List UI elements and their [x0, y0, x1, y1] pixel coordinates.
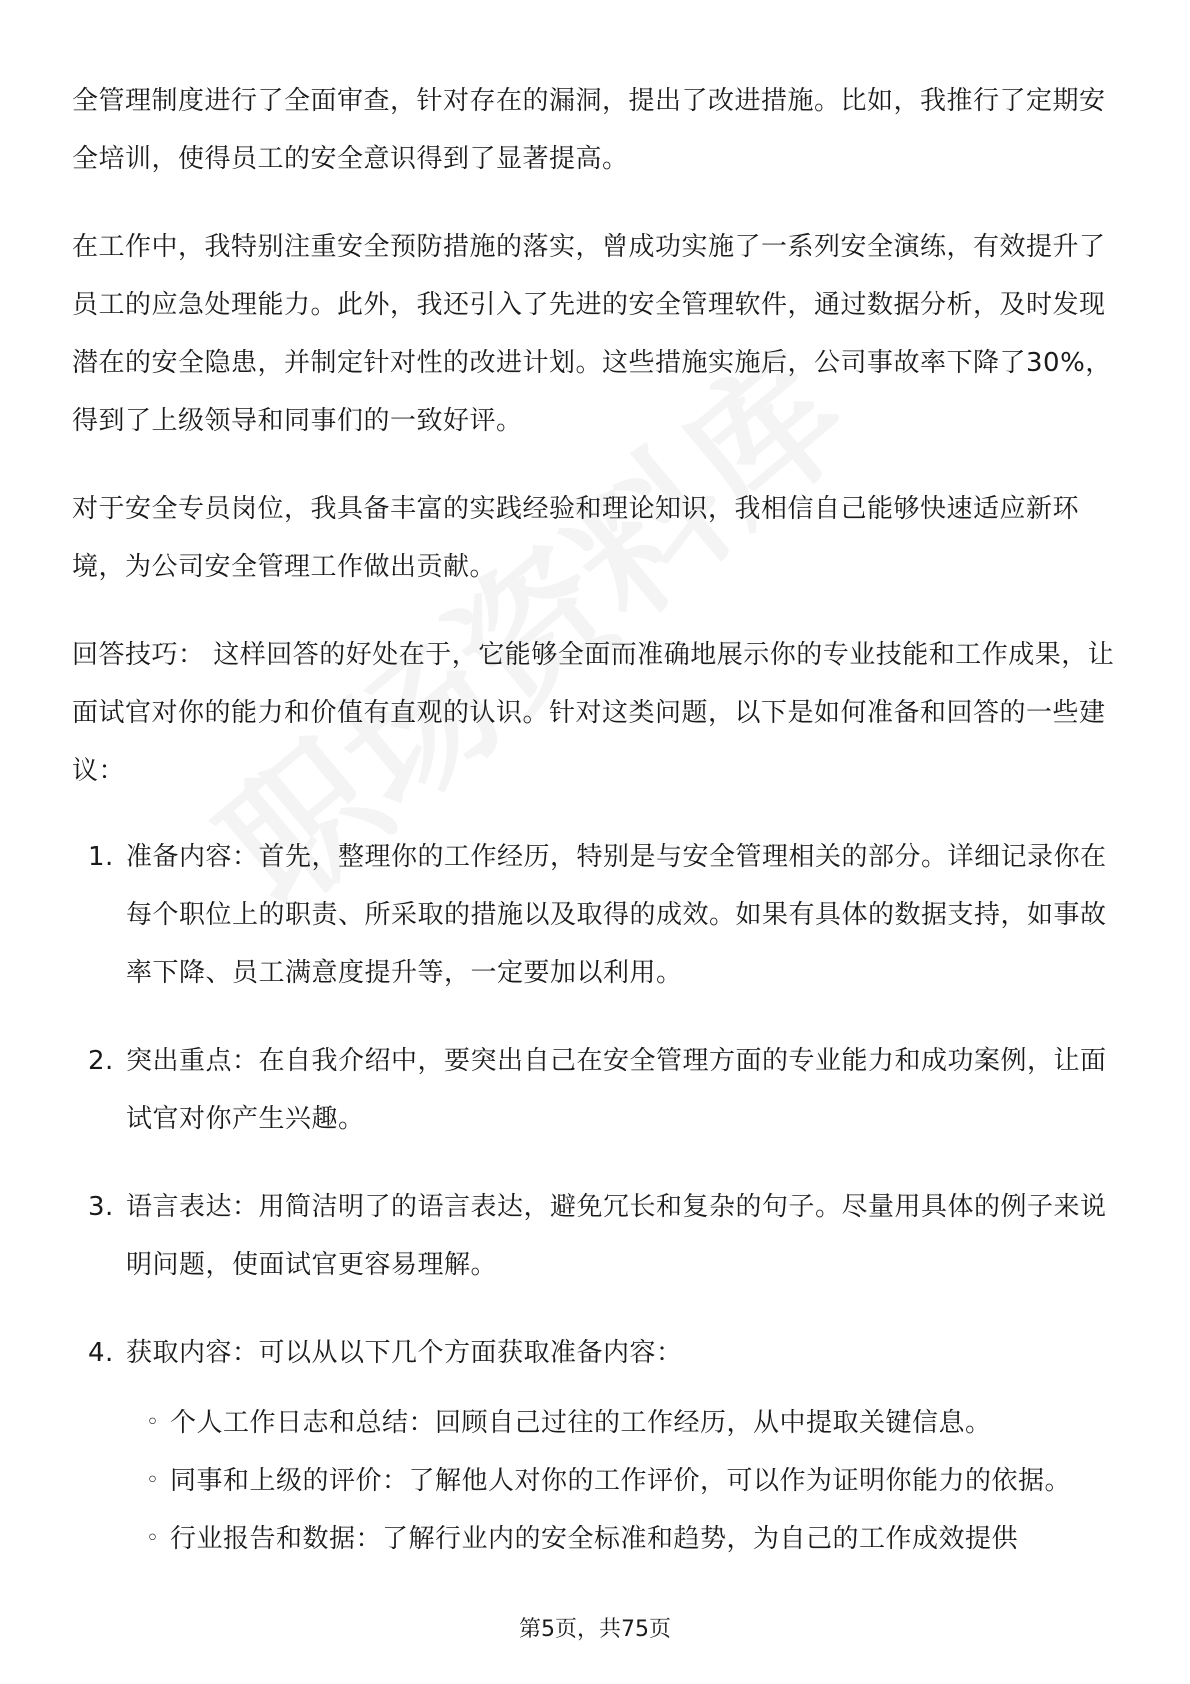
paragraph: 对于安全专员岗位，我具备丰富的实践经验和理论知识，我相信自己能够快速适应新环境，为公司安全管理工作做出贡献。	[72, 494, 1080, 582]
sublist-item	[142, 1510, 1122, 1568]
sublist-item	[142, 1394, 1122, 1452]
list-item	[72, 1324, 1122, 1382]
list-item	[72, 1178, 1122, 1294]
circle-bullet-icon: ◦	[146, 1410, 160, 1435]
page-content	[72, 72, 1122, 1568]
sublist-item-text: 个人工作日志和总结：回顾自己过往的工作经历，从中提取关键信息。	[170, 1408, 992, 1438]
advice-list	[72, 828, 1122, 1382]
paragraph: 全管理制度进行了全面审查，针对存在的漏洞，提出了改进措施。比如，我推行了定期安全培训，使得员工的安全意识得到了显著提高。	[72, 86, 1106, 174]
page-number-footer: 第5页，共75页	[519, 1617, 671, 1642]
list-number: 1.	[88, 842, 114, 872]
sublist-item-text: 行业报告和数据：了解行业内的安全标准和趋势，为自己的工作成效提供	[170, 1524, 1019, 1554]
list-number: 2.	[88, 1046, 114, 1076]
sublist-item-text: 同事和上级的评价：了解他人对你的工作评价，可以作为证明你能力的依据。	[170, 1466, 1072, 1496]
list-number: 4.	[88, 1338, 114, 1368]
list-item-text: 语言表达：用简洁明了的语言表达，避免冗长和复杂的句子。尽量用具体的例子来说明问题，使面试官更容易理解。	[126, 1192, 1107, 1280]
list-item-text: 获取内容：可以从以下几个方面获取准备内容：	[126, 1338, 683, 1368]
paragraph: 在工作中，我特别注重安全预防措施的落实，曾成功实施了一系列安全演练，有效提升了员工的应急处理能力。此外，我还引入了先进的安全管理软件，通过数据分析，及时发现潜在的安全隐患，并制定针对性的改进计划。这些措施实施后，公司事故率下降了30%，得到了上级领导和同事们的一致好评。	[72, 232, 1112, 436]
sublist-item	[142, 1452, 1122, 1510]
source-sublist	[142, 1394, 1122, 1568]
list-number: 3.	[88, 1192, 114, 1222]
list-item-text: 准备内容：首先，整理你的工作经历，特别是与安全管理相关的部分。详细记录你在每个职位上的职责、所采取的措施以及取得的成效。如果有具体的数据支持，如事故率下降、员工满意度提升等，一定要加以利用。	[126, 842, 1107, 988]
list-item-text: 突出重点：在自我介绍中，要突出自己在安全管理方面的专业能力和成功案例，让面试官对你产生兴趣。	[126, 1046, 1107, 1134]
circle-bullet-icon: ◦	[146, 1526, 160, 1551]
paragraph-tips: 回答技巧： 这样回答的好处在于，它能够全面而准确地展示你的专业技能和工作成果，让面试官对你的能力和价值有直观的认识。针对这类问题，以下是如何准备和回答的一些建议：	[72, 640, 1115, 786]
circle-bullet-icon: ◦	[146, 1468, 160, 1493]
list-item	[72, 828, 1122, 1002]
list-item	[72, 1032, 1122, 1148]
